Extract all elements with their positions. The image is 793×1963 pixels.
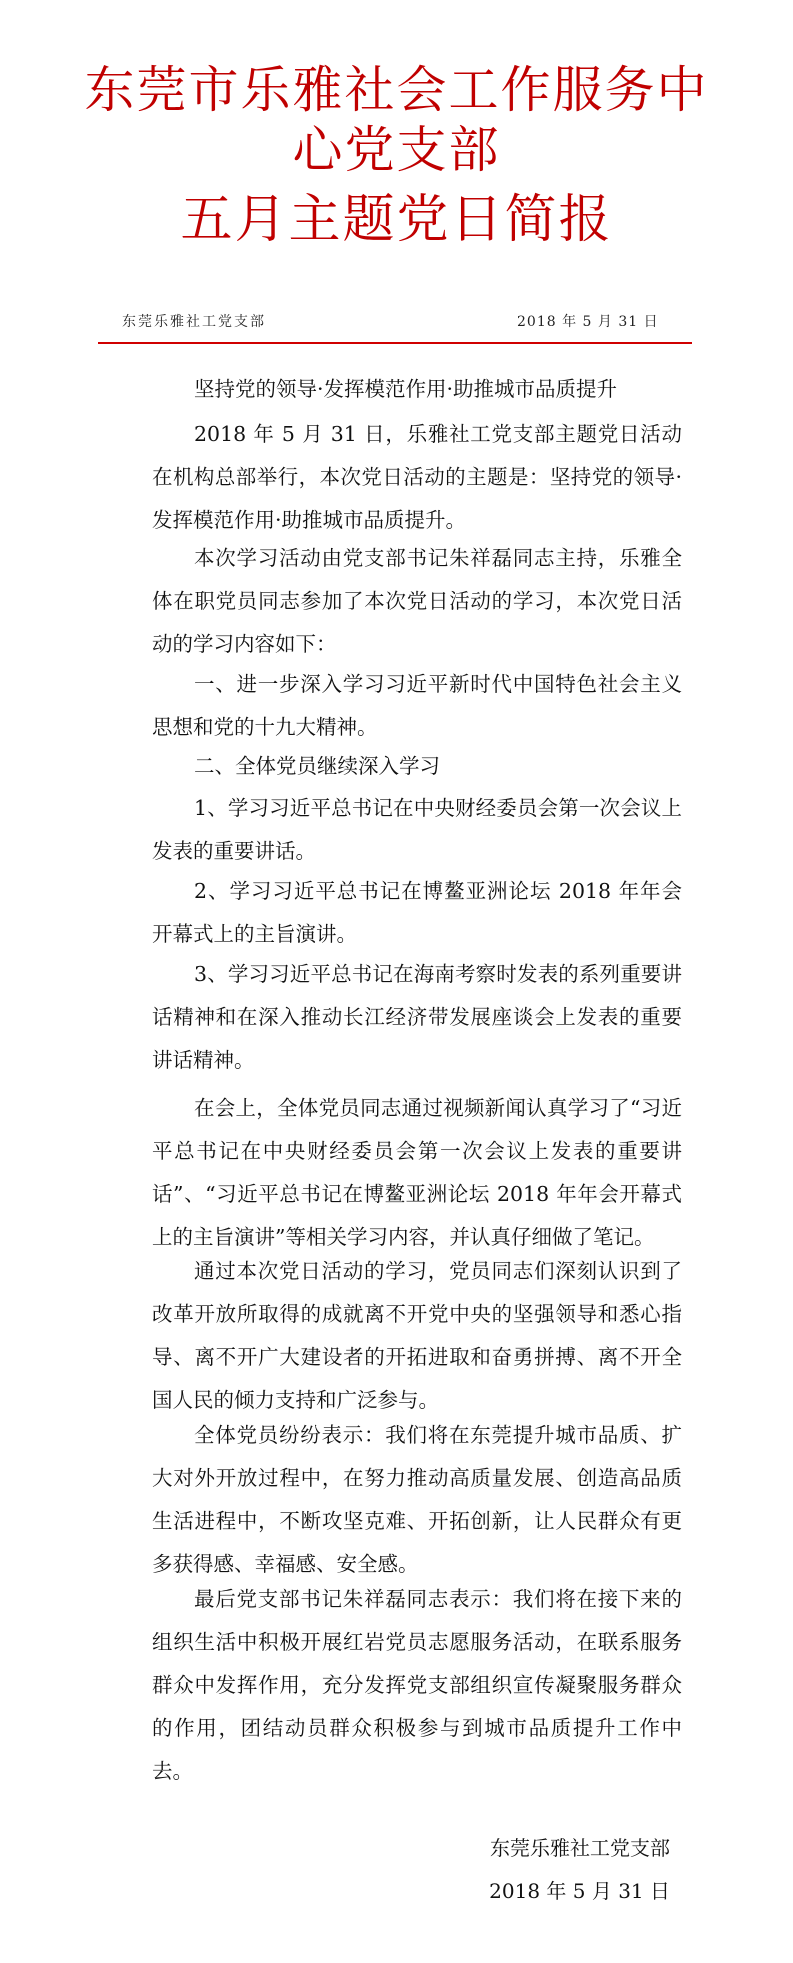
paragraph-members-statement: 全体党员纷纷表示：我们将在东莞提升城市品质、扩大对外开放过程中，在努力推动高质量发展、创造高品质生活进程中，不断攻坚克难、开拓创新，让人民群众有更多获得感、幸福感、安全感。 (152, 1423, 682, 1576)
paragraph-understanding: 通过本次党日活动的学习，党员同志们深刻认识到了改革开放所取得的成就离不开党中央的坚强领导和悉心指导、离不开广大建设者的开拓进取和奋勇拼搏、离不开全国人民的倾力支持和广泛参与。 (152, 1259, 682, 1412)
paragraph-host: 本次学习活动由党支部书记朱祥磊同志主持，乐雅全体在职党员同志参加了本次党日活动的学习，本次党日活动的学习内容如下： (152, 546, 682, 656)
title-line-2: 心党支部 (292, 121, 501, 179)
paragraph-closing: 最后党支部书记朱祥磊同志表示：我们将在接下来的组织生活中积极开展红岩党员志愿服务活动，在联系服务群众中发挥作用，充分发挥党支部组织宣传凝聚服务群众的作用，团结动员群众积极参与到城市品质提升工作中去。 (152, 1587, 682, 1783)
paragraph-theme: 坚持党的领导·发挥模范作用·助推城市品质提升 (194, 377, 618, 401)
title-line-1: 东莞市乐雅社会工作服务中 (84, 61, 709, 119)
paragraph-sub-item-1: 1、学习习近平总书记在中央财经委员会第一次会议上发表的重要讲话。 (152, 796, 682, 863)
bulletin-title: 五月主题党日简报 (180, 190, 613, 250)
paragraph-intro: 2018 年 5 月 31 日，乐雅社工党支部主题党日活动在机构总部举行，本次党日活动的主题是：坚持党的领导·发挥模范作用·助推城市品质提升。 (152, 422, 682, 532)
paragraph-item-1: 一、进一步深入学习习近平新时代中国特色社会主义思想和党的十九大精神。 (152, 672, 682, 739)
paragraph-item-2: 二、全体党员继续深入学习 (194, 754, 440, 778)
issue-date: 2018 年 5 月 31 日 (517, 314, 659, 330)
paragraph-sub-item-3: 3、学习习近平总书记在海南考察时发表的系列重要讲话精神和在深入推动长江经济带发展座谈会上发表的重要讲话精神。 (152, 962, 682, 1072)
signature-org: 东莞乐雅社工党支部 (490, 1836, 670, 1860)
header-divider (98, 342, 692, 344)
signature-date: 2018 年 5 月 31 日 (489, 1879, 670, 1903)
paragraph-sub-item-2: 2、学习习近平总书记在博鳌亚洲论坛 2018 年年会开幕式上的主旨演讲。 (152, 879, 682, 946)
paragraph-meeting: 在会上，全体党员同志通过视频新闻认真学习了“习近平总书记在中央财经委员会第一次会议上发表的重要讲话”、“习近平总书记在博鳌亚洲论坛 2018 年年会开幕式上的主旨演讲”等相关学习内容，并认真仔细做了笔记。 (152, 1096, 682, 1249)
issuer-label: 东莞乐雅社工党支部 (122, 314, 266, 330)
